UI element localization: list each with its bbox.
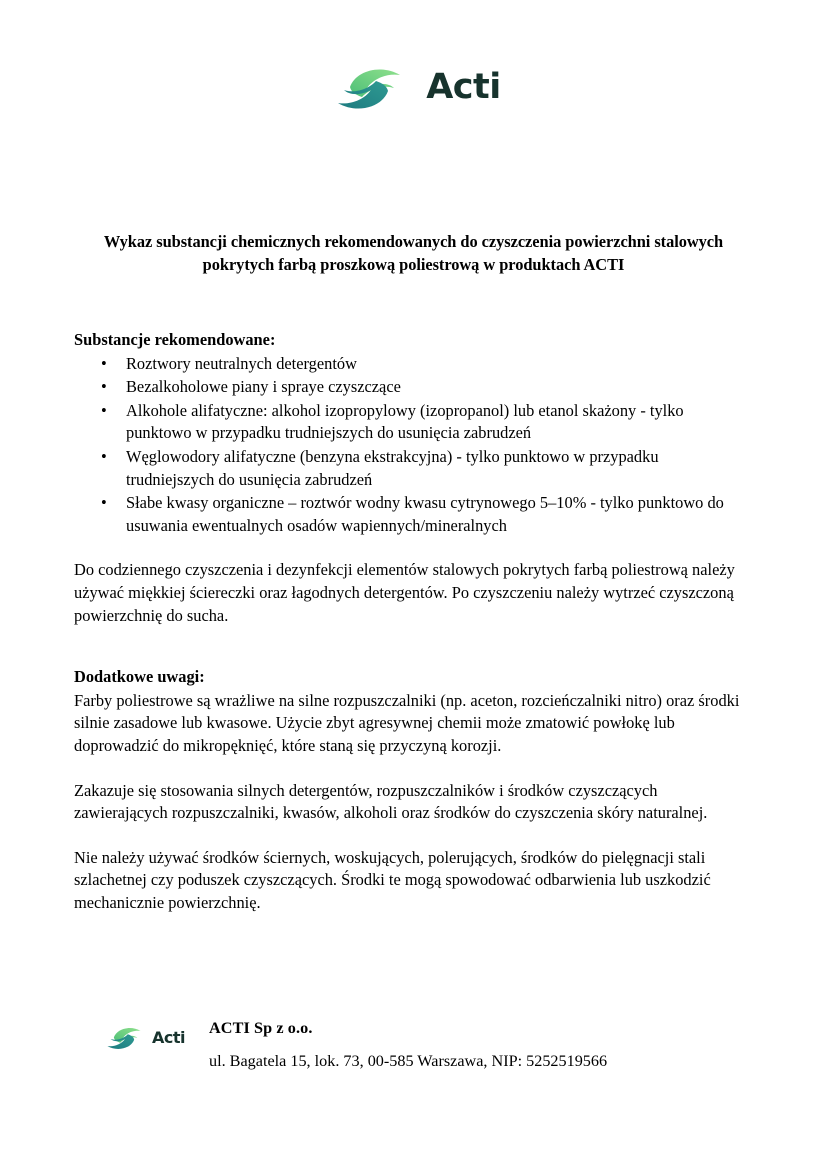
document-title: [78, 231, 749, 276]
list-item: [74, 376, 746, 399]
brand-wordmark: Acti: [426, 66, 501, 107]
header-logo: [0, 62, 827, 116]
list-item: [74, 400, 746, 445]
recommended-substances-list: [74, 353, 746, 538]
recommended-substances-heading: Substancje rekomendowane:: [74, 330, 276, 349]
bullet-icon: •: [101, 353, 107, 373]
document-title-line-2: pokrytych farbą proszkową poliestrową w produktach ACTI: [202, 254, 625, 274]
additional-notes-paragraph-1: Farby poliestrowe są wrażliwe na silne rozpuszczalniki (np. aceton, rozcieńczalniki nitro) oraz środki silnie zasadowe lub kwasowe. Użycie zbyt agresywnej chemii może zmatowić powłokę lub doprowadzić do mikropęknięć, które staną się przyczyną korozji.: [74, 690, 740, 755]
daily-care-paragraph: Do codziennego czyszczenia i dezynfekcji elementów stalowych pokrytych farbą poliestrową należy używać miękkiej ściereczki oraz łagodnych detergentów. Po czyszczeniu należy wytrzeć czyszczoną powierzchnię do sucha.: [74, 560, 735, 625]
bullet-icon: •: [101, 400, 107, 420]
list-item-text: Bezalkoholowe piany i spraye czyszczące: [126, 377, 401, 397]
additional-notes-paragraph-3: Nie należy używać środków ściernych, woskujących, polerujących, środków do pielęgnacji stali szlachetnej czy poduszek czyszczących. Środki te mogą spowodować odbarwienia lub uszkodzić mechanicznie powierzchnię.: [74, 847, 711, 912]
footer-address: ul. Bagatela 15, lok. 73, 00-585 Warszawa, NIP: 5252519566: [209, 1052, 608, 1070]
additional-notes-paragraph-2: Zakazuje się stosowania silnych detergentów, rozpuszczalników i środków czyszczących zawierających rozpuszczalniki, kwasów, alkoholi oraz środków do czyszczenia skóry naturalnej.: [74, 780, 708, 823]
document-title-line-1: Wykaz substancji chemicznych rekomendowanych do czyszczenia powierzchni stalowych: [103, 232, 724, 251]
additional-notes-heading: Dodatkowe uwagi:: [74, 667, 205, 687]
bullet-icon: •: [101, 493, 107, 513]
list-item: [74, 446, 746, 491]
footer-logo: [101, 1024, 185, 1053]
list-item-text: Roztwory neutralnych detergentów: [126, 353, 357, 373]
acti-swirl-logo-icon: [326, 62, 412, 116]
document-footer: [0, 1012, 827, 1092]
document-body: [74, 329, 746, 914]
list-item-text: Węglowodory alifatyczne (benzyna ekstrakcyjna) - tylko punktowo w przypadku trudniejszych do usunięcia zabrudzeń: [126, 446, 659, 489]
list-item-text: Słabe kwasy organiczne – roztwór wodny kwasu cytrynowego 5–10% - tylko punktowo do usuwania ewentualnych osadów wapiennych/mineralnych: [126, 493, 724, 535]
list-item: [74, 492, 746, 537]
list-item: [74, 353, 746, 376]
footer-company-name: ACTI Sp z o.o.: [209, 1019, 313, 1037]
bullet-icon: •: [101, 377, 107, 397]
list-item-text: Alkohole alifatyczne: alkohol izopropylowy (izopropanol) lub etanol skażony - tylko punktowo w przypadku trudniejszych do usunięcia zabrudzeń: [126, 400, 684, 443]
bullet-icon: •: [101, 446, 107, 466]
footer-brand-wordmark: Acti: [152, 1027, 185, 1047]
acti-swirl-logo-icon: [101, 1024, 147, 1053]
